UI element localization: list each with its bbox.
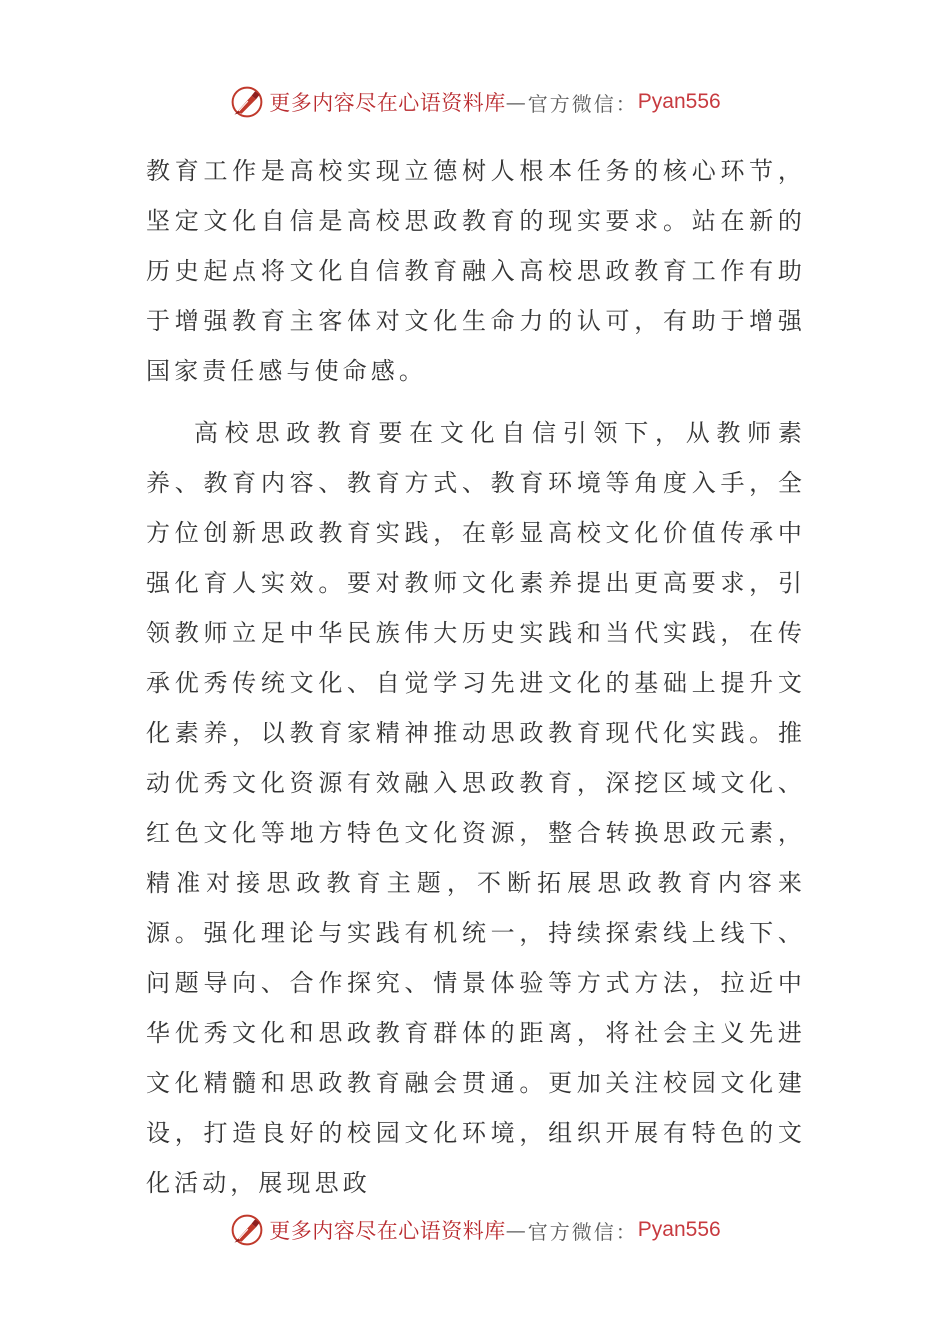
footer-brand-text: 更多内容尽在心语资料库 — [269, 1219, 506, 1243]
document-body — [146, 146, 806, 1208]
paragraph: 高校思政教育要在文化自信引领下，从教师素养、教育内容、教育方式、教育环境等角度入手，全方位创新思政教育实践，在彰显高校文化价值传承中强化育人实效。要对教师文化素养提出更高要求，引领教师立足中华民族伟大历史实践和当代实践，在传承优秀传统文化、自觉学习先进文化的基础上提升文化素养，以教育家精神推动思政教育现代化实践。推动优秀文化资源有效融入思政教育，深挖区域文化、红色文化等地方特色文化资源，整合转换思政元素，精准对接思政教育主题，不断拓展思政教育内容来源。强化理论与实践有机统一，持续探索线上线下、问题导向、合作探究、情景体验等方式方法，拉近中华优秀文化和思政教育群体的距离，将社会主义先进文化精髓和思政教育融会贯通。更加关注校园文化建设，打造良好的校园文化环境，组织开展有特色的文化活动，展现思政 — [146, 419, 806, 1197]
footer-separator: — — [505, 1218, 528, 1242]
fountain-pen-logo-icon — [229, 1212, 265, 1248]
footer-wechat-label: 官方微信： — [527, 1219, 638, 1244]
footer-wechat-id: Pyan556 — [637, 1218, 721, 1241]
fountain-pen-logo-icon — [229, 84, 265, 120]
paragraph: 教育工作是高校实现立德树人根本任务的核心环节，坚定文化自信是高校思政教育的现实要求。站在新的历史起点将文化自信教育融入高校思政教育工作有助于增强教育主客体对文化生命力的认可，有助于增强国家责任感与使命感。 — [146, 157, 806, 385]
header-banner — [0, 82, 950, 122]
header-wechat-id: Pyan556 — [637, 90, 721, 113]
footer-banner — [0, 1210, 950, 1250]
header-wechat-label: 官方微信： — [527, 91, 638, 116]
header-separator: — — [505, 90, 528, 114]
header-brand-text: 更多内容尽在心语资料库 — [269, 91, 506, 115]
